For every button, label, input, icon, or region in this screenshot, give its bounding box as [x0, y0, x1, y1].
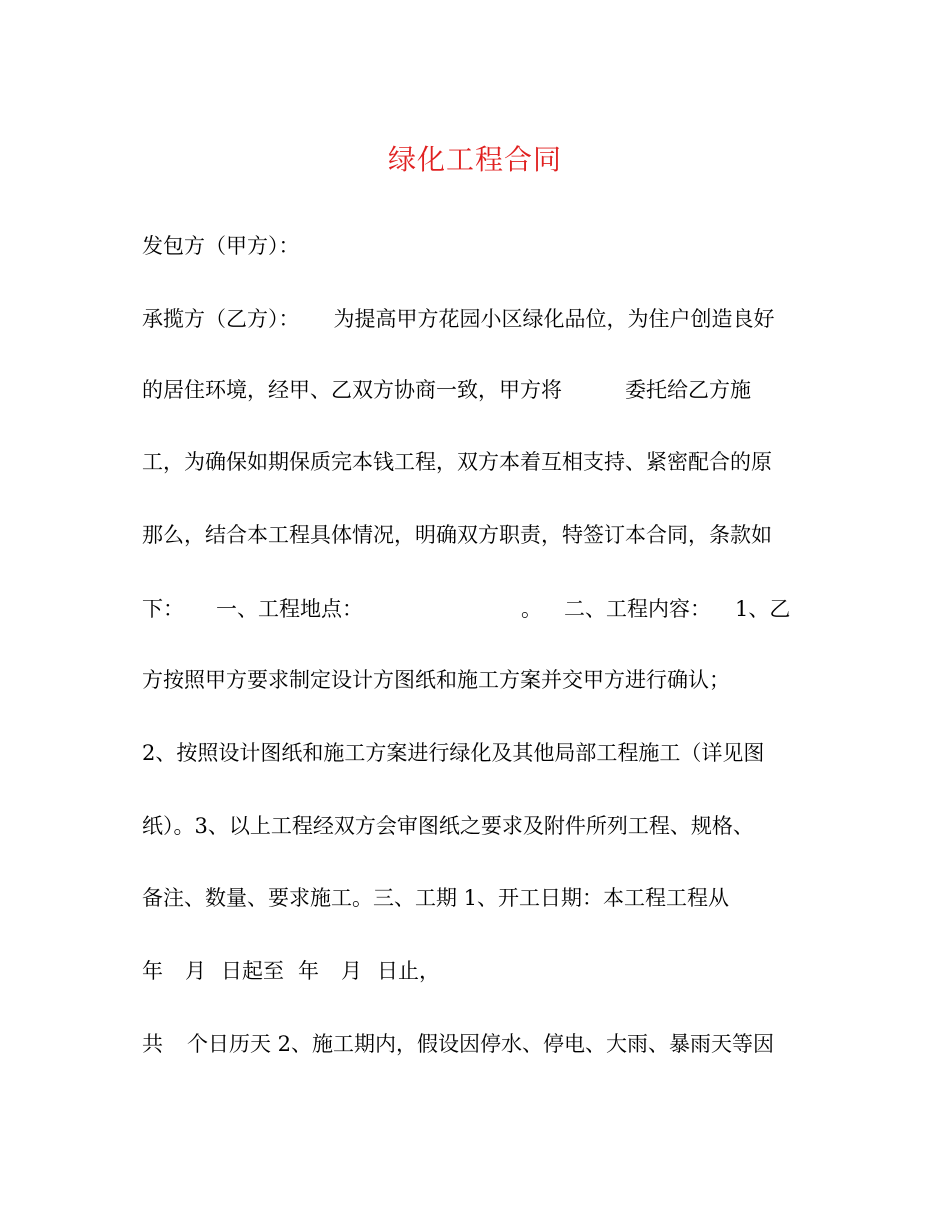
- paragraph-line: [142, 1029, 822, 1059]
- text-segment: 纸）。3、以上工程经双方会审图纸之要求及附件所列工程、规格、: [142, 814, 754, 838]
- text-segment: 月: [341, 959, 362, 983]
- text-segment: 月: [185, 959, 206, 983]
- text-segment: 承揽方（乙方）：: [142, 307, 300, 331]
- text-segment: 的居住环境，经甲、乙双方协商一致，甲方将: [142, 378, 562, 402]
- paragraph-line: [142, 304, 822, 334]
- paragraph-line: [142, 231, 822, 261]
- paragraph-line: [142, 956, 822, 986]
- paragraph-line: [142, 738, 822, 768]
- paragraph-line: [142, 447, 822, 477]
- text-segment: 备注、数量、要求施工。三、工期 1、开工日期：本工程工程从: [142, 886, 730, 910]
- text-segment: 工，为确保如期保质完本钱工程，双方本着互相支持、紧密配合的原: [142, 450, 772, 474]
- text-segment: 共: [142, 1032, 163, 1056]
- paragraph-line: [142, 375, 822, 405]
- document-title: 绿化工程合同: [387, 143, 562, 176]
- text-segment: 方按照甲方要求制定设计方图纸和施工方案并交甲方进行确认；: [142, 668, 730, 692]
- paragraph-line: [142, 520, 822, 550]
- paragraph-line: [142, 665, 822, 695]
- paragraph-line: [142, 594, 822, 624]
- text-segment: 二、工程内容：: [564, 597, 711, 621]
- text-segment: 下：: [142, 597, 184, 621]
- text-segment: 一、工程地点：: [216, 597, 363, 621]
- paragraph-line: [142, 883, 822, 913]
- text-segment: 发包方（甲方）：: [142, 234, 300, 258]
- text-segment: 2、按照设计图纸和施工方案进行绿化及其他局部工程施工（详见图: [142, 741, 765, 765]
- text-segment: 个日历天 2、施工期内，假设因停水、停电、大雨、暴雨天等因: [187, 1032, 775, 1056]
- text-segment: 为提高甲方花园小区绿化品位，为住户创造良好: [333, 307, 775, 331]
- text-segment: 日止，: [377, 959, 440, 983]
- text-segment: 。: [521, 597, 542, 621]
- text-segment: 1、乙: [735, 597, 791, 621]
- text-segment: 那么，结合本工程具体情况，明确双方职责，特签订本合同，条款如: [142, 523, 772, 547]
- text-segment: 日起至: [221, 959, 284, 983]
- text-segment: 年: [142, 959, 163, 983]
- paragraph-line: [142, 811, 822, 841]
- text-segment: 年: [298, 959, 319, 983]
- text-segment: 委托给乙方施: [625, 378, 751, 402]
